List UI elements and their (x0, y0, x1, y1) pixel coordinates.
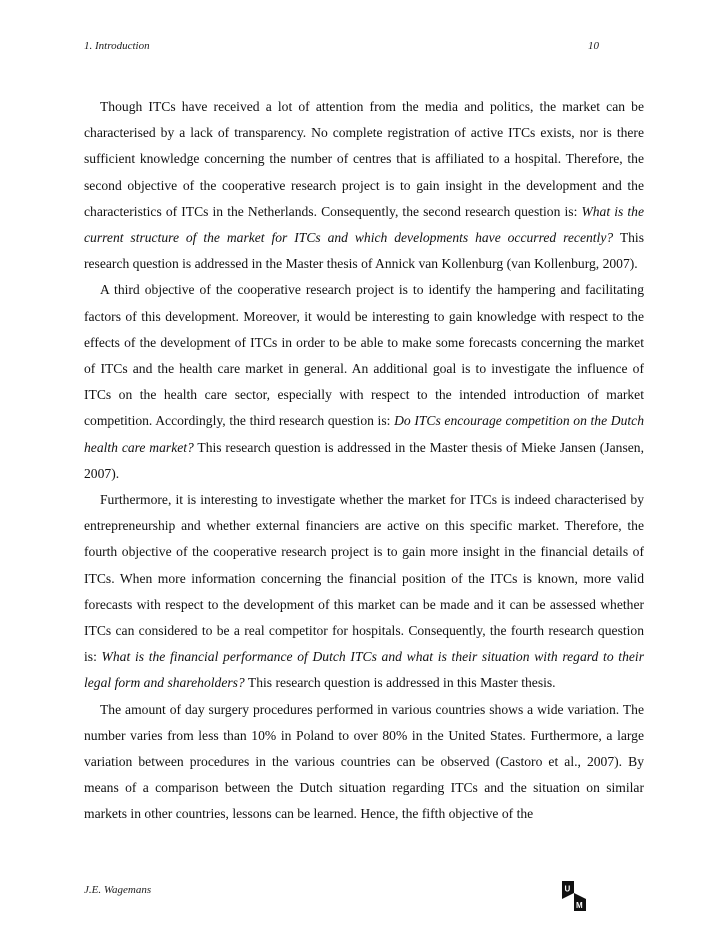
research-question: What is the current structure of the market for ITCs and which developments have occurred recently? (84, 203, 644, 246)
research-question: What is the financial performance of Dutch ITCs and what is their situation with regard to their legal form and shareholders? (84, 649, 644, 691)
footer-author: J.E. Wagemans (84, 884, 152, 896)
paragraph (84, 487, 644, 697)
paragraph (84, 94, 644, 277)
paragraph-text: A third objective of the cooperative research project is to identify the hampering and facilitating factors of this development. Moreover, it would be interesting to gain knowledge with respect to the effects of the development of ITCs in order to be able to make some forecasts concerning the market of ITCs and the health care market in general. An additional goal is to investigate the influence of ITCs on the health care sector, especially with respect to the intended introduction of market competition. Accordingly, the third research question is: (84, 282, 644, 429)
svg-text:U: U (564, 884, 571, 894)
page-number: 10 (588, 40, 599, 52)
body-text (84, 94, 644, 828)
paragraph-text: This research question is addressed in the Master thesis of Mieke Jansen (Jansen, 2007). (84, 439, 644, 481)
paragraph-text: Furthermore, it is interesting to investigate whether the market for ITCs is indeed characterised by entrepreneurship and whether external financiers are active on this specific market. Therefore, the fourth objective of the cooperative research project is to gain more insight in the financial details of ITCs. When more information concerning the financial position of the ITCs is known, more valid forecasts with respect to the development of this market can be made and it can be assessed whether ITCs can considered to be a real competitor for hospitals. Consequently, the fourth research question is: (84, 492, 644, 665)
paragraph-text: Though ITCs have received a lot of attention from the media and politics, the market can be characterised by a lack of transparency. No complete registration of active ITCs exists, nor is there sufficient knowledge concerning the number of centres that is affiliated to a hospital. Therefore, the second objective of the cooperative research project is to gain insight in the development and the characteristics of ITCs in the Netherlands. Consequently, the second research question is: (84, 99, 644, 219)
chapter-title: 1. Introduction (84, 40, 150, 52)
paragraph (84, 697, 644, 828)
svg-text:M: M (576, 901, 583, 910)
paragraph-text: The amount of day surgery procedures performed in various countries shows a wide variation. The number varies from less than 10% in Poland to over 80% in the United States. Furthermore, a large variation between procedures in the various countries can be observed (Castoro et al., 2007). By means of a comparison between the Dutch situation regarding ITCs and the situation on similar markets in other countries, lessons can be learned. Hence, the fifth objective of the (84, 701, 644, 822)
paragraph-text: This research question is addressed in the Master thesis of Annick van Kollenburg (van Kollenburg, 2007). (84, 230, 644, 272)
paragraph (84, 277, 644, 487)
university-logo-icon (560, 879, 588, 913)
page-header (84, 40, 644, 56)
research-question: Do ITCs encourage competition on the Dutch health care market? (84, 413, 644, 455)
paragraph-text: This research question is addressed in this Master thesis. (244, 675, 556, 691)
